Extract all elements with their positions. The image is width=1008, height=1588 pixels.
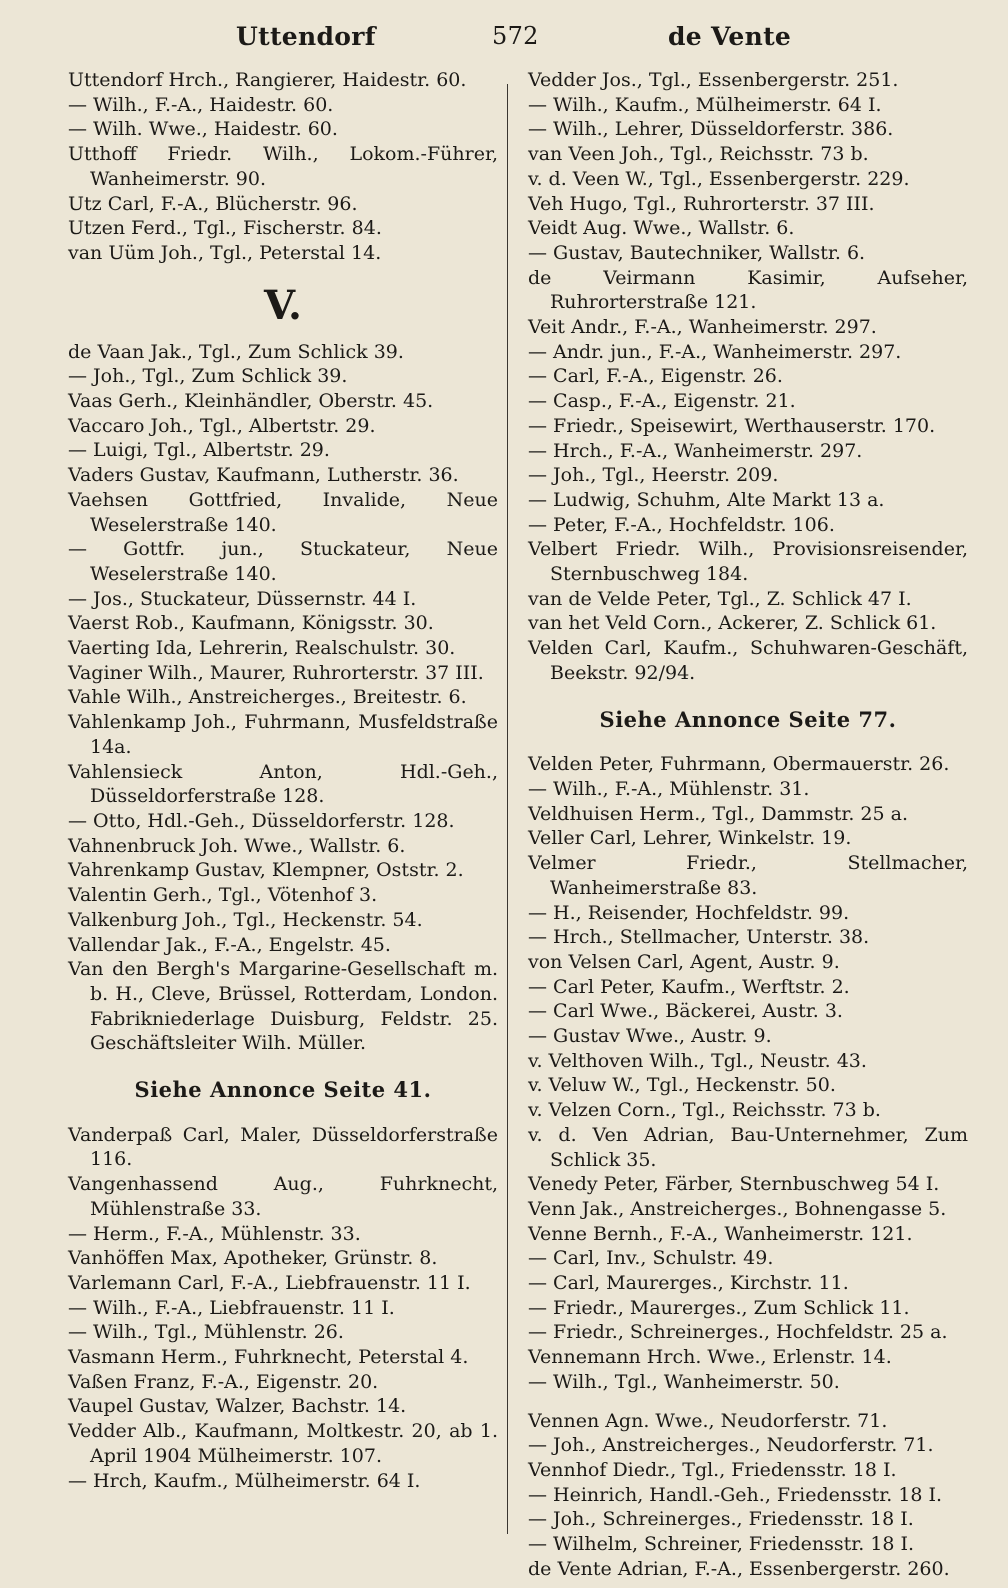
directory-entry: — Friedr., Maurerges., Zum Schlick 11. [528,1296,910,1319]
directory-entry: — Hrch., F.-A., Wanheimerstr. 297. [528,439,863,462]
directory-entry: Velmer Friedr., Stellmacher, Wanheimerstraße 83. [528,852,968,899]
directory-entry: Veldhuisen Herm., Tgl., Dammstr. 25 a. [528,802,908,825]
directory-entry: Vaginer Wilh., Maurer, Ruhrorterstr. 37 III. [68,661,484,684]
directory-entry: v. Veluw W., Tgl., Heckenstr. 50. [528,1074,836,1097]
directory-entry: — Ludwig, Schuhm, Alte Markt 13 a. [528,488,885,511]
directory-entry: — Carl Peter, Kaufm., Werftstr. 2. [528,975,850,998]
directory-entry: — Luigi, Tgl., Albertstr. 29. [68,439,330,462]
directory-entry: — Wilh., Tgl., Mühlenstr. 26. [68,1321,344,1344]
directory-entry: Veit Andr., F.-A., Wanheimerstr. 297. [528,316,877,339]
directory-entry: v. d. Veen W., Tgl., Essenbergerstr. 229. [528,167,910,190]
directory-entry: — Herm., F.-A., Mühlenstr. 33. [68,1222,361,1245]
directory-entry: v. d. Ven Adrian, Bau-Unternehmer, Zum Schlick 35. [528,1123,968,1171]
directory-entry: Vahnenbruck Joh. Wwe., Wallstr. 6. [68,834,406,857]
directory-entry: Vaßen Franz, F.-A., Eigenstr. 20. [68,1370,379,1393]
directory-entry: — Wilh. Wwe., Haidestr. 60. [68,118,338,141]
directory-entry: Veh Hugo, Tgl., Ruhrorterstr. 37 III. [528,192,875,215]
directory-entry: Vennhof Diedr., Tgl., Friedensstr. 18 I. [528,1458,897,1481]
directory-entry: — Wilh., Kaufm., Mülheimerstr. 64 I. [528,93,882,116]
directory-entry: — Carl Wwe., Bäckerei, Austr. 3. [528,1000,843,1023]
directory-entry: Venn Jak., Anstreicherges., Bohnengasse 5. [528,1197,947,1220]
directory-entry: Velbert Friedr. Wilh., Provisionsreisender, Sternbuschweg 184. [528,538,968,586]
header-left-keyword: Uttendorf [236,22,376,51]
directory-entry: — Wilhelm, Schreiner, Friedensstr. 18 I. [528,1533,915,1556]
directory-entry: Utthoff Friedr. Wilh., Lokom.-Führer, Wanheimerstr. 90. [68,143,498,190]
header-right-keyword: de Vente [668,22,792,51]
column-divider [507,84,508,1534]
directory-entry: Vaehsen Gottfried, Invalide, Neue Weselerstraße 140. [68,488,498,536]
directory-entry: — Andr. jun., F.-A., Wanheimerstr. 297. [528,340,902,363]
section-letter: V. [264,281,302,329]
directory-entry: — Wilh., F.-A., Liebfrauenstr. 11 I. [68,1296,395,1319]
directory-entry: — Joh., Schreinerges., Friedensstr. 18 I. [528,1508,914,1531]
directory-entry: — Wilh., Lehrer, Düsseldorferstr. 386. [528,118,894,141]
directory-entry: — H., Reisender, Hochfeldstr. 99. [528,901,850,924]
directory-entry: van Veen Joh., Tgl., Reichsstr. 73 b. [528,143,869,166]
directory-entry: Vaas Gerh., Kleinhändler, Oberstr. 45. [68,390,434,413]
directory-entry: Vaccaro Joh., Tgl., Albertstr. 29. [68,414,376,437]
directory-entry: Vasmann Herm., Fuhrknecht, Peterstal 4. [68,1346,469,1369]
directory-entry: Venne Bernh., F.-A., Wanheimerstr. 121. [528,1222,913,1245]
directory-entry: Van den Bergh's Margarine-Gesellschaft m. b. H., Cleve, Brüssel, Rotterdam, London. Fabrikniederlage Duisburg, Feldstr. 25. Geschäftsleiter Wilh. Müller. [68,958,498,1055]
right-column [528,68,968,1581]
directory-entry: — Friedr., Schreinerges., Hochfeldstr. 25 a. [528,1321,948,1344]
directory-entry: — Otto, Hdl.-Geh., Düsseldorferstr. 128. [68,809,455,832]
directory-entry: von Velsen Carl, Agent, Austr. 9. [528,950,840,973]
directory-entry: Velden Carl, Kaufm., Schuhwaren-Geschäft, Beekstr. 92/94. [528,637,968,684]
directory-entry: Vallendar Jak., F.-A., Engelstr. 45. [68,933,391,956]
directory-entry: Uttendorf Hrch., Rangierer, Haidestr. 60. [68,69,467,91]
directory-entry: de Vente Adrian, F.-A., Essenbergerstr. 260. [528,1557,950,1580]
directory-entry: — Hrch, Kaufm., Mülheimerstr. 64 I. [68,1469,421,1492]
directory-entry: Vaerst Rob., Kaufmann, Königsstr. 30. [68,612,434,635]
directory-entry: Vaerting Ida, Lehrerin, Realschulstr. 30. [68,637,456,660]
directory-entry: de Vaan Jak., Tgl., Zum Schlick 39. [68,340,404,363]
left-column [68,68,498,1493]
directory-entry: Vennen Agn. Wwe., Neudorferstr. 71. [528,1409,888,1432]
directory-entry: Vahlensieck Anton, Hdl.-Geh., Düsseldorferstraße 128. [68,760,498,808]
directory-entry: v. Velzen Corn., Tgl., Reichsstr. 73 b. [528,1099,881,1122]
page-number: 572 [492,22,539,50]
directory-entry: Varlemann Carl, F.-A., Liebfrauenstr. 11 I. [68,1271,471,1294]
directory-entry: Vedder Jos., Tgl., Essenbergerstr. 251. [528,69,899,91]
directory-entry: — Carl, F.-A., Eigenstr. 26. [528,365,783,388]
directory-entry: — Joh., Tgl., Heerstr. 209. [528,464,779,487]
directory-entry: Veller Carl, Lehrer, Winkelstr. 19. [528,827,852,850]
directory-entry: Vahrenkamp Gustav, Klempner, Oststr. 2. [68,859,464,882]
directory-entry: v. Velthoven Wilh., Tgl., Neustr. 43. [528,1049,867,1072]
directory-entry: Utz Carl, F.-A., Blücherstr. 96. [68,192,358,215]
directory-entry: Velden Peter, Fuhrmann, Obermauerstr. 26. [528,753,950,776]
directory-entry: — Joh., Anstreicherges., Neudorferstr. 71. [528,1434,934,1457]
directory-entry: Valkenburg Joh., Tgl., Heckenstr. 54. [68,908,423,931]
directory-entry: — Gustav, Bautechniker, Wallstr. 6. [528,241,866,264]
directory-entry: — Gottfr. jun., Stuckateur, Neue Weselerstraße 140. [68,538,498,585]
directory-entry: — Peter, F.-A., Hochfeldstr. 106. [528,513,835,536]
directory-entry: van Uüm Joh., Tgl., Peterstal 14. [68,241,382,264]
directory-entry: — Joh., Tgl., Zum Schlick 39. [68,365,348,388]
directory-entry: — Hrch., Stellmacher, Unterstr. 38. [528,926,870,949]
directory-entry: — Wilh., F.-A., Haidestr. 60. [68,93,334,116]
directory-entry: — Friedr., Speisewirt, Werthauserstr. 170. [528,414,936,437]
directory-entry: Vanderpaß Carl, Maler, Düsseldorferstraße 116. [68,1123,498,1171]
directory-entry: Vedder Alb., Kaufmann, Moltkestr. 20, ab 1. April 1904 Mülheimerstr. 107. [68,1420,498,1467]
directory-entry: — Carl, Inv., Schulstr. 49. [528,1247,774,1270]
directory-entry: Vahlenkamp Joh., Fuhrmann, Musfeldstraße 14a. [68,711,498,758]
directory-entry: Vahle Wilh., Anstreicherges., Breitestr. 6. [68,686,467,709]
directory-entry: Vanhöffen Max, Apotheker, Grünstr. 8. [68,1247,438,1270]
directory-entry: — Casp., F.-A., Eigenstr. 21. [528,390,796,413]
annonce-reference: Siehe Annonce Seite 77. [599,706,897,732]
annonce-reference: Siehe Annonce Seite 41. [134,1077,432,1103]
directory-entry: — Carl, Maurerges., Kirchstr. 11. [528,1272,849,1295]
directory-entry: Utzen Ferd., Tgl., Fischerstr. 84. [68,217,382,240]
directory-entry: Vennemann Hrch. Wwe., Erlenstr. 14. [528,1346,892,1369]
directory-entry: van de Velde Peter, Tgl., Z. Schlick 47 I. [528,587,912,610]
directory-entry: de Veirmann Kasimir, Aufseher, Ruhrorterstraße 121. [528,266,968,314]
directory-entry: Veidt Aug. Wwe., Wallstr. 6. [528,217,795,240]
directory-entry: — Wilh., Tgl., Wanheimerstr. 50. [528,1370,840,1393]
directory-entry: — Wilh., F.-A., Mühlenstr. 31. [528,777,810,800]
directory-entry: Venedy Peter, Färber, Sternbuschweg 54 I. [528,1173,940,1196]
directory-entry: Vaders Gustav, Kaufmann, Lutherstr. 36. [68,464,459,487]
directory-entry: — Heinrich, Handl.-Geh., Friedensstr. 18 I. [528,1483,943,1506]
directory-entry: van het Veld Corn., Ackerer, Z. Schlick 61. [528,612,937,635]
directory-entry: Valentin Gerh., Tgl., Vötenhof 3. [68,884,378,907]
directory-entry: Vaupel Gustav, Walzer, Bachstr. 14. [68,1395,407,1418]
directory-entry: — Jos., Stuckateur, Düssernstr. 44 I. [68,587,417,610]
directory-entry: Vangenhassend Aug., Fuhrknecht, Mühlenstraße 33. [68,1173,498,1220]
directory-entry: — Gustav Wwe., Austr. 9. [528,1025,772,1048]
